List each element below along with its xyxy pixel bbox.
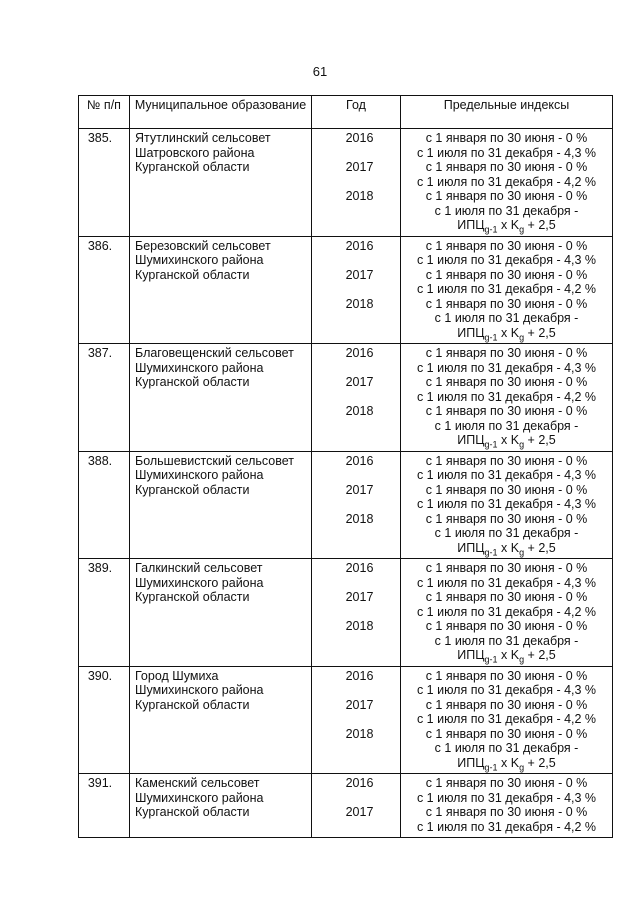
year-value: 2018 [345,189,374,203]
formula-part: x K [497,218,520,232]
year-value: 2017 [345,375,374,389]
year-value: 2016 [345,346,374,360]
municipality-line: Курганской области [135,267,250,282]
formula-part: x K [497,540,520,555]
index-line: с 1 июля по 31 декабря - 4,2 % [416,819,597,834]
index-line: с 1 июля по 31 декабря - 4,3 % [416,360,597,375]
index-line: с 1 июля по 31 декабря - [434,418,579,433]
formula-line [401,433,612,448]
index-line: с 1 июля по 31 декабря - [434,203,579,218]
formula-part: ИПЦ [457,325,485,340]
formula-part: x K [497,433,520,447]
index-line: с 1 июля по 31 декабря - [434,526,579,540]
formula-part: x K [497,755,520,770]
municipality-cell [130,129,312,237]
year-cell [312,774,401,838]
formula-part: + 2,5 [524,648,556,662]
row-number: 390. [79,666,130,774]
index-line: с 1 января по 30 июня - 0 % [425,189,588,203]
municipality-line: Шумихинского района [135,790,264,805]
municipality-line: Курганской области [135,590,250,604]
table-body [79,129,613,838]
municipality-line: Курганской области [135,805,250,819]
formula-line [401,218,612,233]
header-num: № п/п [79,96,130,129]
formula-part: g [519,224,525,235]
table-row [79,559,613,667]
indices-cell [401,236,613,344]
year-value: 2016 [345,238,374,253]
year-cell [312,236,401,344]
index-line: с 1 января по 30 июня - 0 % [425,267,588,282]
header-year: Год [312,96,401,129]
index-line: с 1 июля по 31 декабря - [434,311,579,325]
year-value: 2016 [345,668,374,683]
indices-cell [401,774,613,838]
municipality-line: Шумихинского района [135,683,264,697]
index-line: с 1 января по 30 июня - 0 % [425,238,588,253]
index-line: с 1 января по 30 июня - 0 % [425,160,588,174]
formula-part: ИПЦ [457,540,485,555]
year-value: 2016 [345,131,374,145]
year-value: 2017 [345,805,374,819]
index-line: с 1 июля по 31 декабря - 4,2 % [416,389,597,404]
table-row [79,236,613,344]
municipality-line: Шумихинского района [135,360,264,375]
year-value: 2017 [345,590,374,604]
year-value: 2018 [345,404,374,418]
index-line: с 1 января по 30 июня - 0 % [425,482,588,497]
formula-part: x K [497,325,520,340]
index-line: с 1 января по 30 июня - 0 % [425,619,588,633]
formula-part: g [519,439,525,450]
header-municipality: Муниципальное образование [130,96,312,129]
index-line: с 1 июля по 31 декабря - 4,3 % [416,575,597,590]
index-line: с 1 июля по 31 декабря - [434,741,579,755]
indices-cell [401,559,613,667]
formula-part: g [519,762,525,772]
year-value: 2016 [345,453,374,468]
row-number: 385. [79,129,130,237]
table-header-row [79,96,613,129]
municipality-line: Березовский сельсовет [135,238,271,253]
indices-table [78,95,613,838]
municipality-line: Шумихинского района [135,468,264,482]
municipality-line: Благовещенский сельсовет [135,346,294,360]
formula-part: + 2,5 [524,755,556,770]
index-line: с 1 января по 30 июня - 0 % [425,296,588,311]
row-number: 389. [79,559,130,667]
municipality-line: Большевистский сельсовет [135,453,294,468]
index-line: с 1 января по 30 июня - 0 % [425,131,588,145]
page-number: 61 [312,64,328,79]
header-indices: Предельные индексы [401,96,613,129]
row-number: 388. [79,451,130,559]
formula-part: g-1 [484,654,498,665]
index-line: с 1 января по 30 июня - 0 % [425,561,588,575]
formula-part: g [519,332,525,342]
year-value: 2018 [345,511,374,526]
year-value: 2017 [345,160,374,174]
year-value: 2018 [345,296,374,311]
formula-part: ИПЦ [457,648,485,662]
index-line: с 1 января по 30 июня - 0 % [425,697,588,712]
formula-part: g-1 [484,224,498,235]
index-line: с 1 июля по 31 декабря - 4,3 % [416,790,597,805]
formula-part: g-1 [484,332,498,342]
index-line: с 1 июля по 31 декабря - 4,3 % [416,145,597,160]
formula-part: g-1 [484,547,498,557]
row-number: 386. [79,236,130,344]
municipality-cell [130,344,312,452]
index-line: с 1 января по 30 июня - 0 % [425,805,588,819]
municipality-line: Шумихинского района [135,575,264,590]
row-number: 387. [79,344,130,452]
year-value: 2017 [345,697,374,712]
formula-part: g-1 [484,762,498,772]
municipality-cell [130,666,312,774]
index-line: с 1 января по 30 июня - 0 % [425,453,588,468]
formula-part: + 2,5 [524,325,556,340]
year-value: 2016 [345,561,374,575]
year-value: 2016 [345,776,374,790]
formula-line [401,541,612,556]
index-line: с 1 июля по 31 декабря - 4,2 % [416,712,597,726]
index-line: с 1 января по 30 июня - 0 % [425,776,588,790]
index-line: с 1 июля по 31 декабря - 4,3 % [416,683,597,697]
municipality-line: Ятутлинский сельсовет [135,131,271,145]
table-row [79,451,613,559]
municipality-line: Курганской области [135,160,250,174]
municipality-line: Курганской области [135,697,250,712]
formula-line [401,648,612,663]
year-value: 2018 [345,619,374,633]
index-line: с 1 января по 30 июня - 0 % [425,726,588,741]
index-line: с 1 января по 30 июня - 0 % [425,668,588,683]
year-cell [312,451,401,559]
formula-part: x K [497,648,520,662]
municipality-line: Город Шумиха [135,668,219,683]
index-line: с 1 января по 30 июня - 0 % [425,404,588,418]
index-line: с 1 января по 30 июня - 0 % [425,375,588,389]
formula-part: ИПЦ [457,218,485,232]
formula-part: g [519,654,525,665]
index-line: с 1 января по 30 июня - 0 % [425,511,588,526]
year-value: 2017 [345,267,374,282]
formula-line [401,326,612,341]
year-cell [312,129,401,237]
table-row [79,666,613,774]
index-line: с 1 июля по 31 декабря - [434,633,579,648]
municipality-cell [130,451,312,559]
index-line: с 1 января по 30 июня - 0 % [425,346,588,360]
indices-cell [401,666,613,774]
municipality-line: Курганской области [135,482,250,497]
formula-part: g [519,547,525,557]
table-row [79,344,613,452]
municipality-line: Галкинский сельсовет [135,561,263,575]
year-cell [312,666,401,774]
index-line: с 1 июля по 31 декабря - 4,3 % [416,497,597,511]
index-line: с 1 июля по 31 декабря - 4,2 % [416,604,597,619]
index-line: с 1 июля по 31 декабря - 4,2 % [416,282,597,296]
index-line: с 1 июля по 31 декабря - 4,3 % [416,253,597,267]
municipality-line: Шумихинского района [135,253,264,267]
municipality-line: Курганской области [135,375,250,389]
year-cell [312,344,401,452]
formula-part: ИПЦ [457,755,485,770]
formula-part: + 2,5 [524,218,556,232]
table-row [79,774,613,838]
year-cell [312,559,401,667]
formula-part: ИПЦ [457,433,485,447]
index-line: с 1 января по 30 июня - 0 % [425,590,588,604]
year-value: 2018 [345,726,374,741]
index-line: с 1 июля по 31 декабря - 4,2 % [416,174,597,189]
formula-part: + 2,5 [524,540,556,555]
formula-part: + 2,5 [524,433,556,447]
index-line: с 1 июля по 31 декабря - 4,3 % [416,468,597,482]
municipality-line: Шатровского района [135,145,255,160]
indices-cell [401,129,613,237]
indices-cell [401,344,613,452]
table-row [79,129,613,237]
municipality-cell [130,559,312,667]
municipality-line: Каменский сельсовет [135,776,260,790]
year-value: 2017 [345,482,374,497]
formula-part: g-1 [484,439,498,450]
indices-cell [401,451,613,559]
municipality-cell [130,774,312,838]
formula-line [401,756,612,771]
row-number: 391. [79,774,130,838]
municipality-cell [130,236,312,344]
